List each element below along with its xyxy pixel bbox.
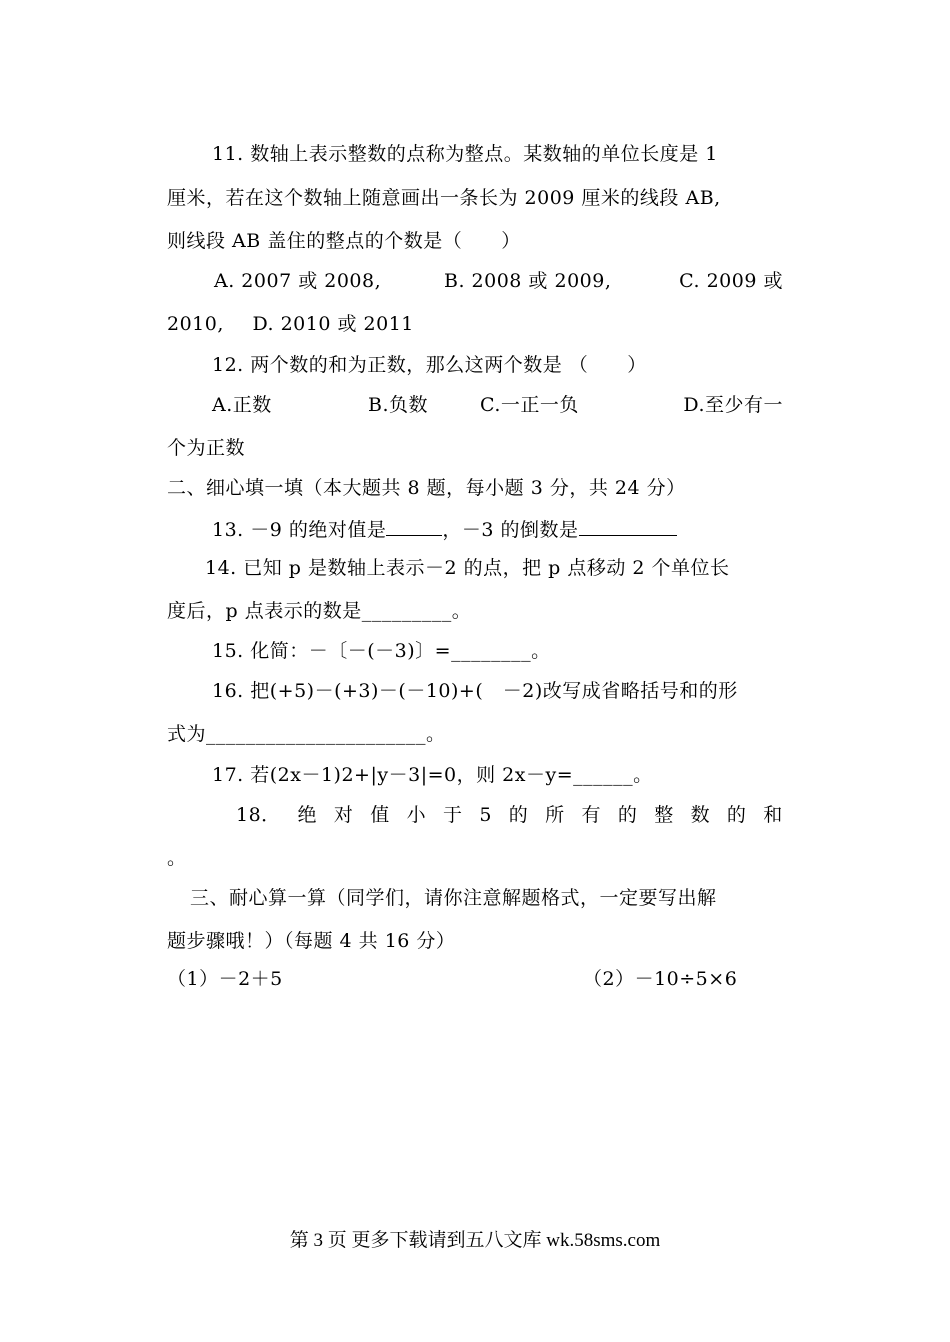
- q11-option-c: C. 2009 或: [679, 270, 783, 292]
- q14-line1: 14. 已知 p 是数轴上表示－2 的点，把 p 点移动 2 个单位长: [205, 557, 730, 579]
- calc-problem-1: （1）－2＋5: [167, 968, 283, 990]
- calc-problem-2: （2）－10÷5×6: [583, 968, 738, 990]
- q12-option-d: D.至少有一: [683, 394, 783, 416]
- q18-char: 于: [442, 804, 463, 826]
- q18-char: 的: [726, 804, 747, 826]
- q14-line2: 度后，p 点表示的数是_________。: [167, 600, 472, 622]
- q18-char: 整: [654, 804, 674, 826]
- q11-line3: 则线段 AB 盖住的整点的个数是（ ）: [167, 230, 521, 252]
- q18-char: 所: [545, 804, 565, 826]
- q12-option-d-cont: 个为正数: [167, 437, 246, 459]
- q18-char: 小: [406, 804, 427, 826]
- q13-blank2[interactable]: [579, 515, 677, 536]
- page-footer: 第 3 页 更多下载请到五八文库 wk.58sms.com: [289, 1230, 661, 1251]
- q11-option-a: A. 2007 或 2008,: [214, 270, 382, 292]
- q18-char: 的: [508, 804, 529, 826]
- q11-line1: 11. 数轴上表示整数的点称为整点。某数轴的单位长度是 1: [212, 143, 718, 165]
- q18-char: 和: [763, 804, 783, 826]
- q11-option-c-cont: 2010,: [167, 313, 224, 335]
- q13-part2: ，－3 的倒数是: [442, 519, 579, 541]
- q18-char: 数: [690, 804, 711, 826]
- q16-line2: 式为______________________。: [167, 723, 446, 745]
- q18-char: 对: [333, 804, 354, 826]
- q11-options-row2: [167, 311, 783, 337]
- q17-text: 17. 若(2x－1)2+|y－3|=0，则 2x－y=______。: [212, 764, 653, 786]
- q15-text: 15. 化简：－〔－(－3)〕=________。: [212, 640, 551, 662]
- q11-option-b: B. 2008 或 2009,: [444, 270, 612, 292]
- q12-option-b: B.负数: [368, 394, 429, 416]
- q18-char: 18．: [236, 804, 281, 826]
- section3-line1: 三、耐心算一算（同学们，请你注意解题格式，一定要写出解: [190, 887, 717, 909]
- q13-blank1[interactable]: [386, 515, 442, 536]
- section3-line2: 题步骤哦！）（每题 4 共 16 分）: [167, 930, 456, 952]
- q12-option-a: A.正数: [212, 394, 272, 416]
- q13-part1: 13. －9 的绝对值是: [212, 519, 387, 541]
- section2-heading: 二、细心填一填（本大题共 8 题，每小题 3 分，共 24 分）: [167, 477, 686, 499]
- q12-stem: 12. 两个数的和为正数，那么这两个数是 （ ）: [212, 354, 647, 376]
- q11-option-d: D. 2010 或 2011: [252, 313, 414, 335]
- q16-line1: 16. 把(+5)－(+3)－(－10)+( －2)改写成省略括号和的形: [212, 680, 738, 702]
- q18-char: 5: [479, 804, 492, 826]
- q18-char: 有: [581, 804, 601, 826]
- q12-option-c: C.一正一负: [480, 394, 579, 416]
- q18-char: 值: [370, 804, 390, 826]
- q11-line2: 厘米，若在这个数轴上随意画出一条长为 2009 厘米的线段 AB,: [167, 187, 721, 209]
- q18-line2: 。: [167, 847, 187, 869]
- q13-line: [212, 515, 783, 543]
- q18-line1: [236, 802, 783, 828]
- q18-char: 的: [617, 804, 638, 826]
- q18-char: 绝: [297, 804, 318, 826]
